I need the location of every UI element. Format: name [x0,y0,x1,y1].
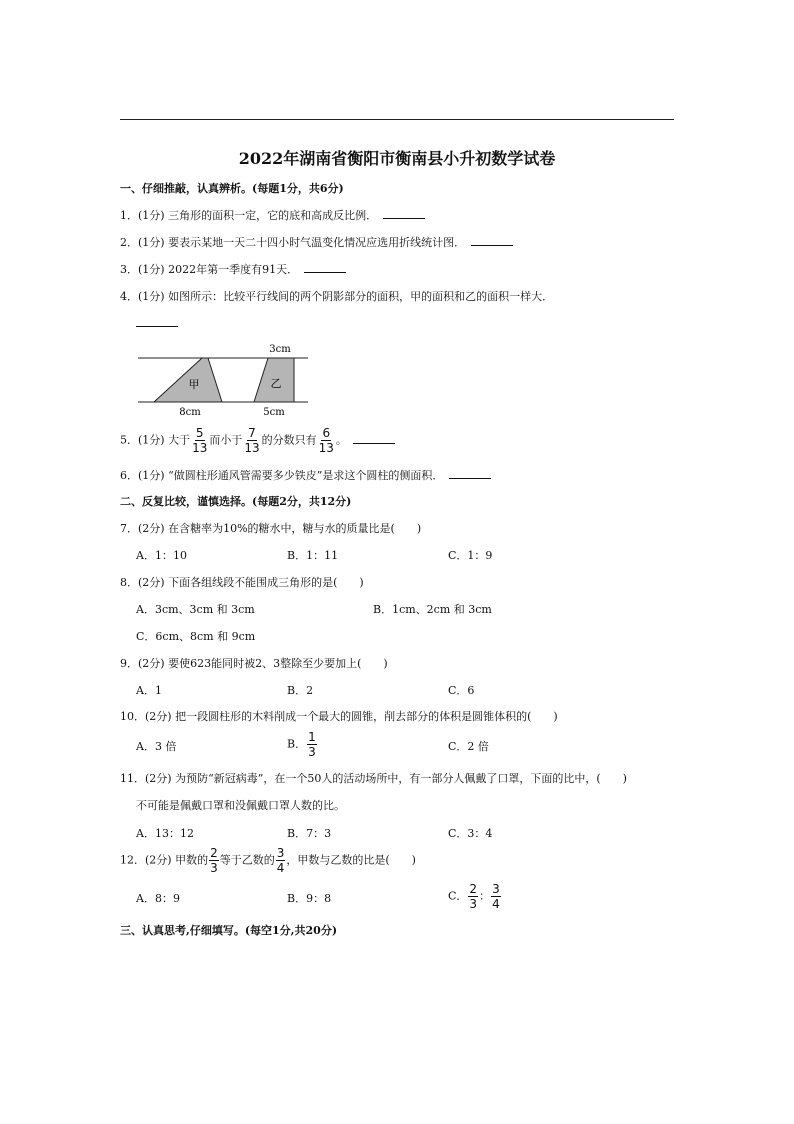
question-5 [120,426,395,455]
option-c[interactable]: C．2 倍 [448,740,489,753]
option-c[interactable]: C． $\frac{2}{3}$ ： $\frac{3}{4}$ [448,882,500,911]
question-4-text: 4．(1分) 如图所示：比较平行线间的两个阴影部分的面积，甲的面积和乙的面积一样大． [120,290,554,303]
fraction: $\frac{2}{3}$ [210,846,218,875]
option-b[interactable]: B． $\frac{1}{3}$ [287,730,316,759]
shape-yi-label: 乙 [270,377,282,390]
option-b[interactable]: B．1：11 [287,549,339,562]
option-c[interactable]: C．6 [448,684,475,697]
bottom-a-label: 8cm [179,407,201,418]
option-a[interactable]: A．8：9 [136,892,180,905]
option-b[interactable]: B．7：3 [287,827,332,840]
answer-blank[interactable] [449,468,491,479]
fraction: $\frac{2}{3}$ [469,882,478,911]
parallel-lines-figure [136,340,316,418]
question-3 [120,261,346,277]
fraction: $\frac{6}{13}$ [318,426,334,455]
question-6-text: 6．(1分) “做圆柱形通风管需要多少铁皮”是求这个圆柱的侧面积． [120,469,444,482]
answer-blank[interactable] [383,208,425,219]
section-2-heading: 二、反复比较，谨慎选择。(每题2分，共12分) [120,495,352,508]
question-1 [120,207,425,223]
question-5-prefix: 5．(1分) 大于 [120,433,191,447]
question-12-stem: 12．(2分) 甲数的 $\frac{2}{3}$ 等于乙数的 $\frac{3}{4}$ ，甲数与乙数的比是( ) [120,846,416,875]
fraction: $\frac{3}{4}$ [276,846,285,875]
question-7-stem: 7．(2分) 在含糖率为10%的糖水中，糖与水的质量比是( ) [120,522,422,535]
question-4-answer-line [136,316,178,330]
question-2-text: 2．(1分) 要表示某地一天二十四小时气温变化情况应选用折线统计图． [120,236,466,249]
option-b[interactable]: B．9：8 [287,892,332,905]
question-2 [120,234,513,250]
fraction: $\frac{7}{13}$ [244,426,260,455]
question-5-suffix: 。 [335,433,347,447]
top-length-label: 3cm [269,344,291,355]
option-c[interactable]: C．6cm、8cm 和 9cm [136,630,256,643]
bottom-b-label: 5cm [263,407,285,418]
section-1-heading: 一、仔细推敲，认真辨析。(每题1分，共6分) [120,182,344,195]
option-a[interactable]: A．3cm、3cm 和 3cm [136,603,255,616]
fraction: $\frac{1}{3}$ [308,730,316,759]
question-5-mid2: 的分数只有 [261,433,317,447]
option-b[interactable]: B．2 [287,684,314,697]
option-a[interactable]: A．1 [136,684,162,697]
option-a[interactable]: A．1：10 [136,549,187,562]
question-8-stem: 8．(2分) 下面各组线段不能围成三角形的是( ) [120,576,364,589]
option-c[interactable]: C．3：4 [448,827,493,840]
fraction: $\frac{3}{4}$ [492,882,500,911]
question-11-stem-line2: 不可能是佩戴口罩和没佩戴口罩人数的比。 [136,799,345,812]
answer-blank[interactable] [353,433,395,444]
shape-jia-label: 甲 [188,378,200,391]
answer-blank[interactable] [471,235,513,246]
question-10-stem: 10．(2分) 把一段圆柱形的木料削成一个最大的圆锥，削去部分的体积是圆锥体积的( ) [120,710,558,723]
question-6 [120,467,491,483]
question-1-text: 1．(1分) 三角形的面积一定，它的底和高成反比例． [120,209,378,222]
page-title: 2022年湖南省衡阳市衡南县小升初数学试卷 [238,149,556,168]
fraction: $\frac{5}{13}$ [192,426,208,455]
option-b[interactable]: B．1cm、2cm 和 3cm [373,603,492,616]
option-a[interactable]: A．13：12 [136,827,194,840]
answer-blank[interactable] [304,262,346,273]
question-4 [120,288,553,304]
option-a[interactable]: A．3 倍 [136,740,177,753]
option-c[interactable]: C．1：9 [448,549,493,562]
question-9-stem: 9．(2分) 要使623能同时被2、3整除至少要加上( ) [120,657,388,670]
question-5-mid1: 而小于 [209,433,243,447]
section-3-heading: 三、认真思考,仔细填写。(每空1分,共20分) [120,924,338,937]
question-11-stem-line1: 11．(2分) 为预防“新冠病毒”，在一个50人的活动场所中，有一部分人佩戴了口罩，下面的比中，( ) [120,772,627,785]
answer-blank[interactable] [136,316,178,327]
question-3-text: 3．(1分) 2022年第一季度有91天． [120,263,299,276]
header-rule [120,119,674,120]
